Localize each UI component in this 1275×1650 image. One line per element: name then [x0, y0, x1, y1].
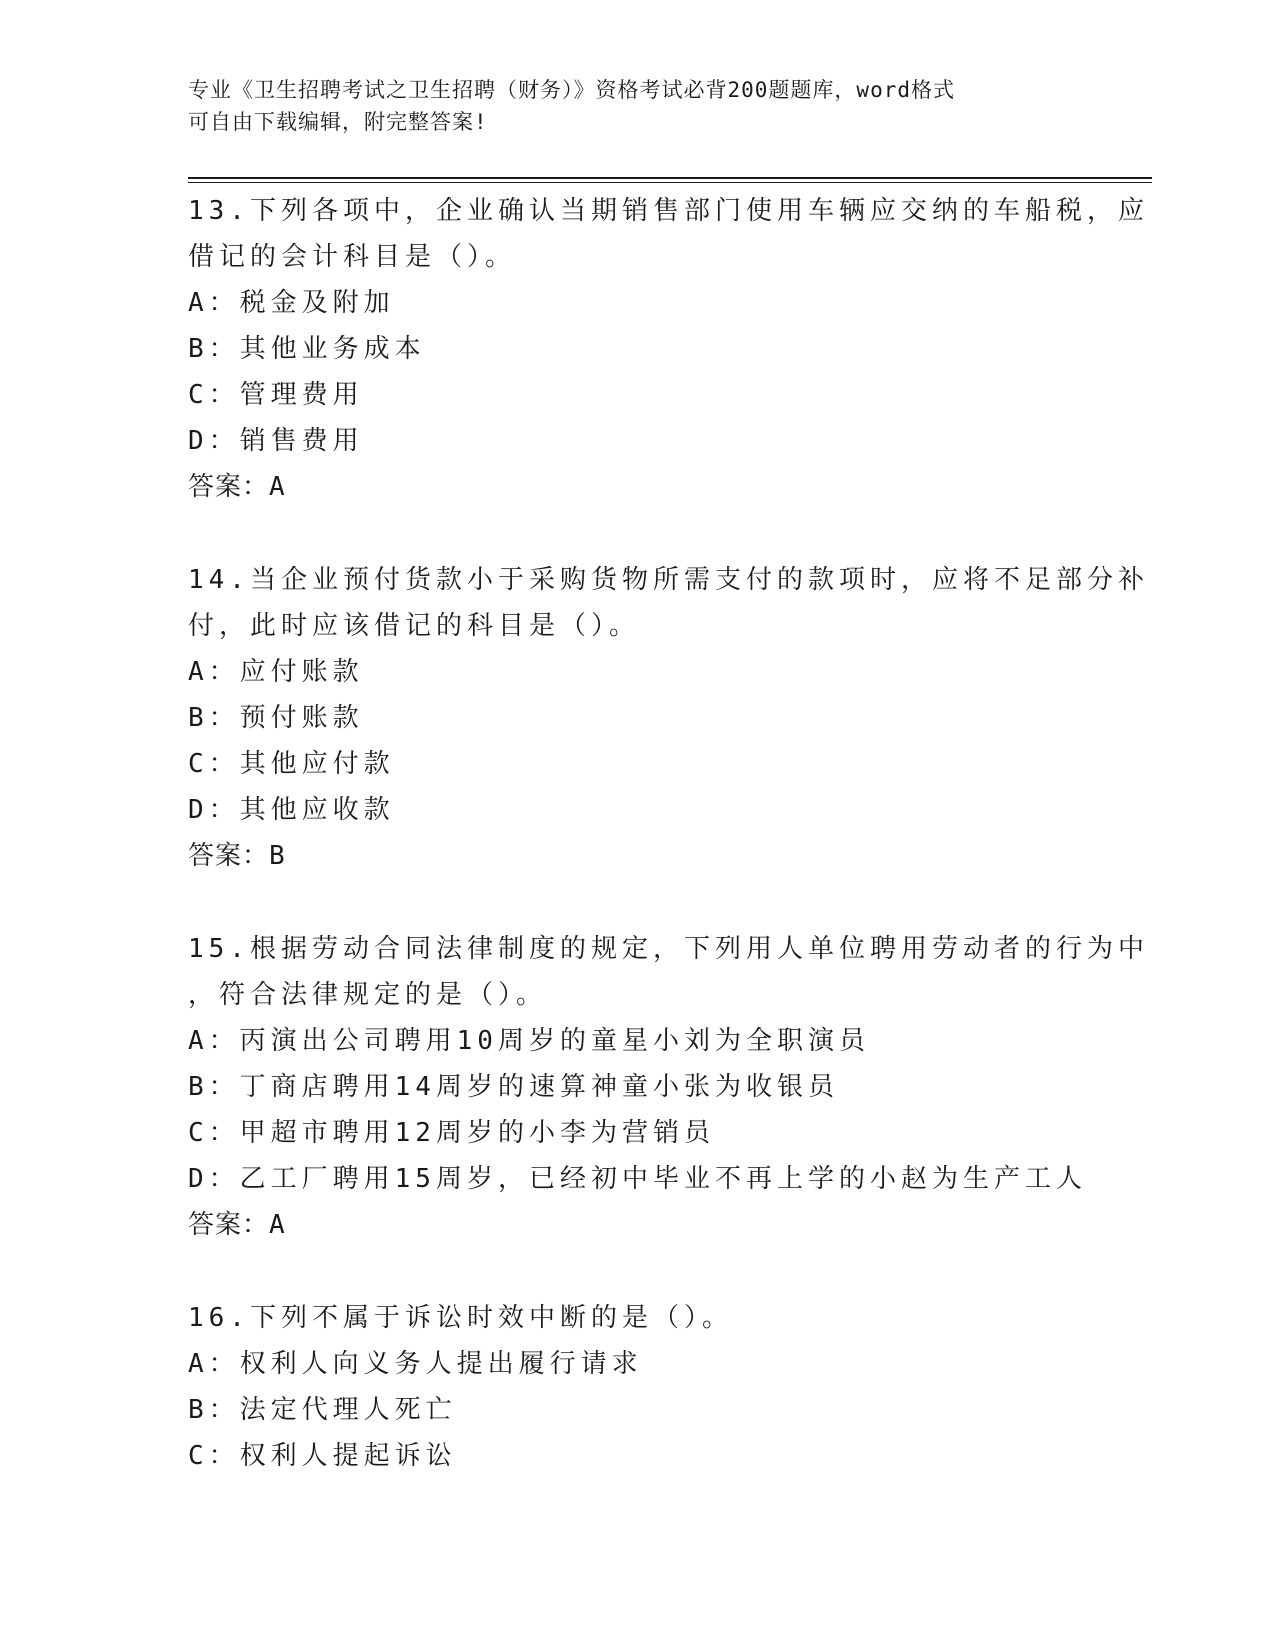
option-d: D：乙工厂聘用15周岁，已经初中毕业不再上学的小赵为生产工人: [188, 1164, 1087, 1194]
question-stem-line: ，符合法律规定的是（）。: [188, 980, 548, 1010]
option-b: B：预付账款: [188, 703, 364, 733]
question-15: [188, 926, 1149, 1248]
question-list: [188, 188, 1149, 1526]
answer-line: 答案：B: [188, 841, 286, 871]
question-stem-line: 16.下列不属于诉讼时效中断的是（）。: [188, 1303, 733, 1333]
option-c: C：甲超市聘用12周岁的小李为营销员: [188, 1118, 715, 1148]
option-a: A：丙演出公司聘用10周岁的童星小刘为全职演员: [188, 1026, 870, 1056]
option-c: C：管理费用: [188, 380, 364, 410]
question-14: [188, 557, 1149, 879]
option-d: D：销售费用: [188, 426, 364, 456]
question-stem-line: 14.当企业预付货款小于采购货物所需支付的款项时，应将不足部分补: [188, 565, 1149, 595]
question-stem-line: 13.下列各项中，企业确认当期销售部门使用车辆应交纳的车船税，应: [188, 196, 1149, 226]
option-d: D：其他应收款: [188, 795, 395, 825]
option-a: A：权利人向义务人提出履行请求: [188, 1349, 643, 1379]
question-stem-line: 付，此时应该借记的科目是（）。: [188, 611, 641, 641]
header-title-line-2: 可自由下载编辑，附完整答案!: [188, 110, 488, 134]
question-stem-line: 15.根据劳动合同法律制度的规定，下列用人单位聘用劳动者的行为中: [188, 934, 1149, 964]
option-a: A：应付账款: [188, 657, 364, 687]
header-divider-thick: [188, 177, 1152, 179]
question-stem: [188, 926, 1149, 1018]
option-a: A：税金及附加: [188, 288, 395, 318]
question-16: [188, 1295, 1088, 1479]
document-header: [188, 74, 1068, 138]
option-b: B：法定代理人死亡: [188, 1395, 457, 1425]
question-stem: [188, 1295, 1088, 1341]
header-divider-thin: [188, 182, 1152, 183]
header-title-line-1: 专业《卫生招聘考试之卫生招聘（财务）》资格考试必背200题题库，word格式: [188, 78, 955, 102]
answer-line: 答案：A: [188, 472, 286, 502]
option-b: B：其他业务成本: [188, 334, 426, 364]
option-b: B：丁商店聘用14周岁的速算神童小张为收银员: [188, 1072, 839, 1102]
option-c: C：权利人提起诉讼: [188, 1441, 457, 1471]
question-stem-line: 借记的会计科目是（）。: [188, 242, 517, 272]
question-stem: [188, 557, 1149, 649]
option-c: C：其他应付款: [188, 749, 395, 779]
question-stem: [188, 188, 1149, 280]
answer-line: 答案：A: [188, 1210, 286, 1240]
question-13: [188, 188, 1149, 510]
